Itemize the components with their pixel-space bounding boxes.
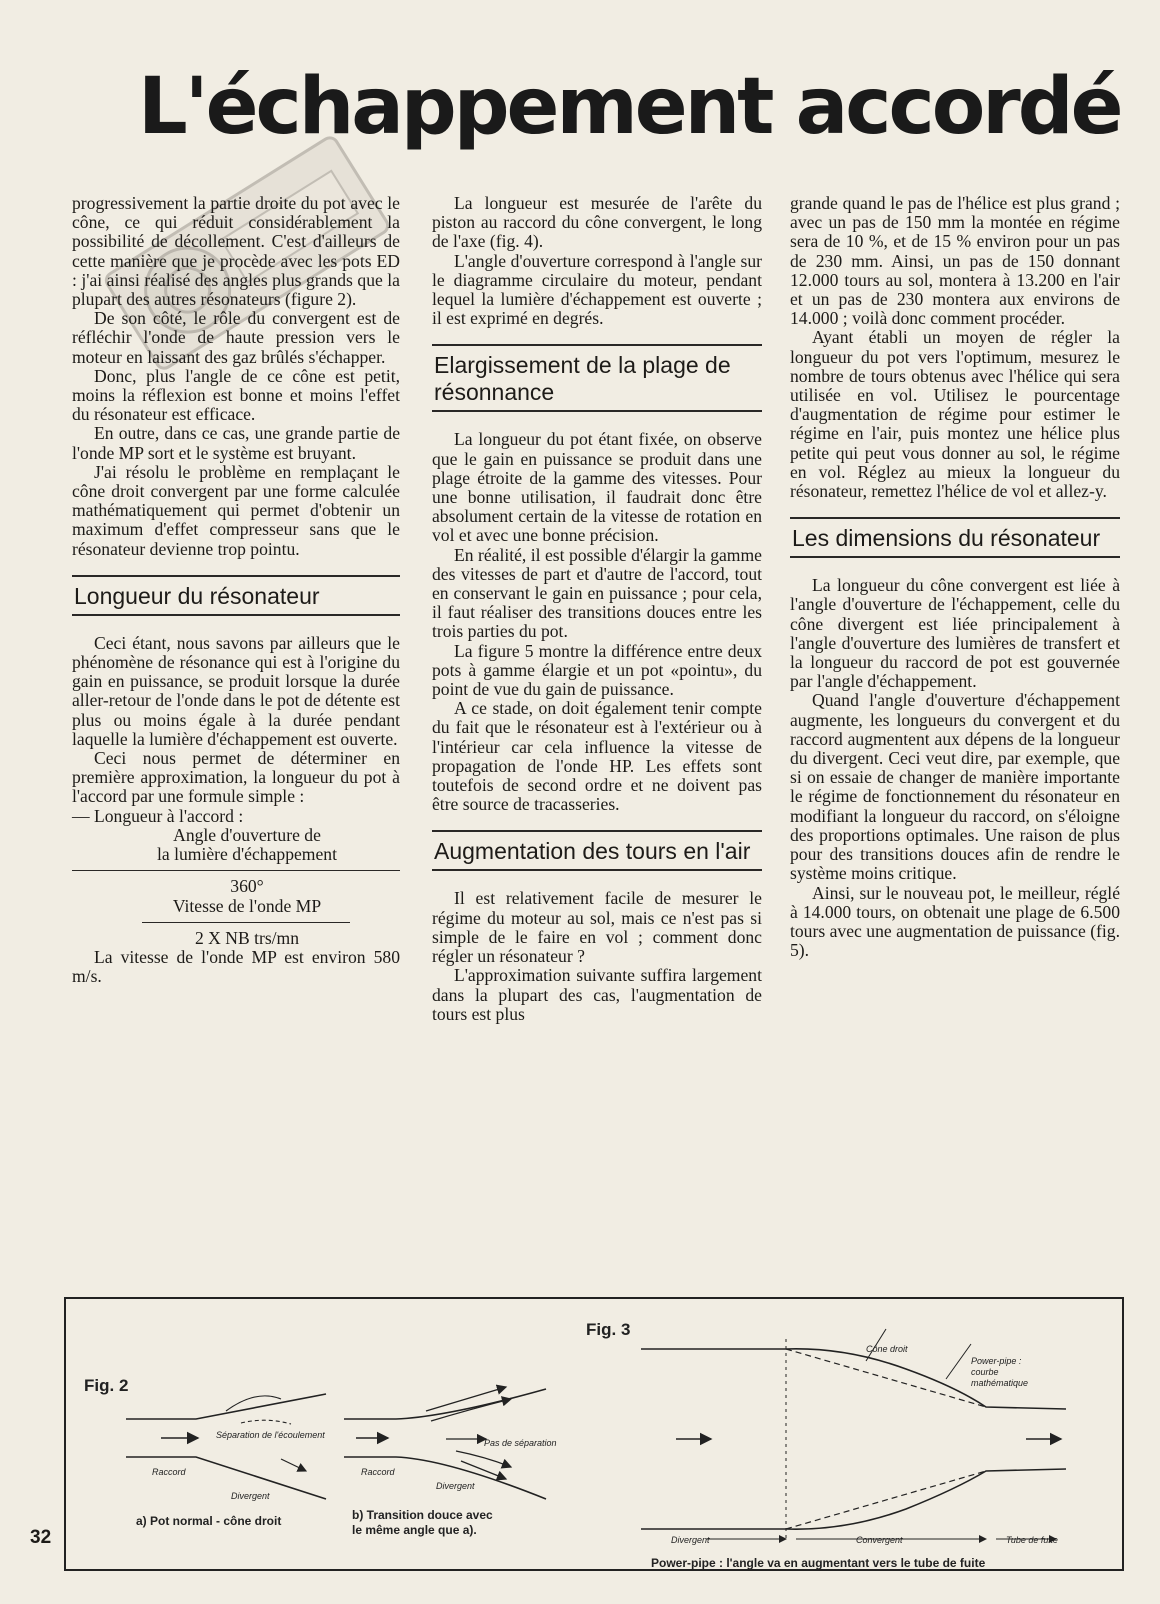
fraction-bar: [142, 922, 350, 923]
label-power-pipe: Power-pipe :: [971, 1356, 1022, 1366]
formula-line: Vitesse de l'onde MP: [172, 895, 322, 916]
paragraph: Quand l'angle d'ouverture d'échappement augmente, les longueurs du convergent et du raccord augmentent aux dépens de la longueur du divergent. Ceci veut dire, par exemple, que si on essaie de changer de manière importante le régime de fonctionnement du résonateur en modifiant la longueur du raccord, on s'éloigne des proportions optimales. Une raison de plus pour des transitions douces afin de rendre le système moins critique.: [790, 690, 1120, 884]
label-power-pipe: courbe: [971, 1367, 999, 1377]
label-power-pipe: mathématique: [971, 1378, 1029, 1388]
paragraph: Ayant établi un moyen de régler la longueur du pot vers l'optimum, mesurez le nombre de tours obtenus avec l'hélice qui sera utilisée en vol. Utilisez le pourcentage d'augmentation de régime pour estimer le régime en l'air, puis montez une hélice plus petite qui peut vous donner au sol, le régime en vol. Réglez au mieux la longueur du résonateur, remettez l'hélice de vol et allez-y.: [790, 327, 1120, 502]
paragraph: La vitesse de l'onde MP est environ 580 m/s.: [72, 946, 400, 987]
column-2: [432, 194, 762, 1024]
fig2-a-drawing: [126, 1394, 326, 1499]
label-divergent: Divergent: [231, 1491, 270, 1501]
fig3-label: Fig. 3: [586, 1320, 631, 1339]
paragraph: grande quand le pas de l'hélice est plus grand ; avec un pas de 150 mm la montée en régime sera de 10 %, et de 15 % environ pour un pas de 230 mm. Ainsi, un pas de 150 donnant 12.000 tours au sol, montera à 13.200 en l'air et un pas de 230 montera aux environs de 14.000 ; voilà donc comment procéder.: [790, 193, 1120, 329]
column-1: [72, 194, 400, 986]
label-cone-droit: Cône droit: [866, 1344, 908, 1354]
paragraph: La figure 5 montre la différence entre deux pots à gamme élargie et un pot «pointu», du point de vue du gain de puissance.: [432, 640, 762, 700]
label-pas-separation: Pas de séparation: [484, 1438, 557, 1448]
label-tube-fuite: Tube de fuite: [1006, 1535, 1058, 1545]
fig2-label: Fig. 2: [84, 1376, 129, 1395]
formula-line: la lumière d'échappement: [156, 844, 337, 865]
paragraph: De son côté, le rôle du convergent est de réfléchir l'onde de haute pression vers le moteur en laissant des gaz brûlés s'échapper.: [72, 308, 400, 367]
paragraph: Il est relativement facile de mesurer le régime du moteur au sol, mais ce n'est pas si simple de le faire en vol ; comment donc régler un résonateur ?: [432, 888, 762, 967]
section-heading: Elargissement de la plage de résonnance: [432, 344, 762, 412]
column-3: [790, 194, 1120, 960]
paragraph: En outre, dans ce cas, une grande partie de l'onde MP sort et le système est bruyant.: [72, 423, 400, 463]
page-number: 32: [30, 1527, 52, 1548]
label-divergent: Divergent: [436, 1481, 475, 1491]
formula-line: 360°: [230, 876, 264, 897]
paragraph: La longueur est mesurée de l'arête du piston au raccord du cône convergent, le long de l'axe (fig. 4).: [432, 193, 762, 252]
formula: [72, 826, 400, 948]
paragraph: La longueur du pot étant fixée, on observe que le gain en puissance se produit dans une plage étroite de la gamme des vitesses. Pour une bonne utilisation, il faudrait donc être absolument certain de la vitesse de rotation en vol et avec une bonne précision.: [432, 429, 762, 546]
paragraph: Ceci étant, nous savons par ailleurs que le phénomène de résonance qui est à l'origine du gain en puissance, se produit lorsque la durée aller-retour de l'onde dans le pot de détente est plus ou moins égale à la durée pendant laquelle la lumière d'échappement est ouverte.: [72, 632, 400, 749]
figures-box: [64, 1297, 1124, 1571]
article-title: L'échappement accordé: [138, 62, 1121, 152]
caption-fig2-b: le même angle que a).: [352, 1523, 477, 1537]
paragraph: En réalité, il est possible d'élargir la gamme des vitesses de part et d'autre de l'accord, tout en conservant le gain en puissance ; pour cela, il faut réaliser des transitions douces entre les trois parties du pot.: [432, 544, 762, 642]
paragraph: — Longueur à l'accord :: [72, 805, 244, 826]
section-heading: Longueur du résonateur: [72, 575, 400, 616]
paragraph: L'approximation suivante suffira largement dans la plupart des cas, l'augmentation de tours est plus: [432, 965, 762, 1024]
formula-line: 2 X NB trs/mn: [194, 927, 300, 948]
label-separation-ecoulement: Séparation de l'écoulement: [216, 1430, 325, 1440]
paragraph: J'ai résolu le problème en remplaçant le cône droit convergent par une forme calculée mathématiquement qui permet d'obtenir un maximum d'effet compresseur sans que le résonateur devienne trop pointu.: [72, 461, 400, 559]
formula-line: Angle d'ouverture de: [173, 824, 321, 845]
paragraph: Ainsi, sur le nouveau pot, le meilleur, réglé à 14.000 tours, on obtenait une plage de 6.500 tours avec une augmentation de puissance (fig. 5).: [790, 882, 1120, 961]
label-convergent: Convergent: [856, 1535, 903, 1545]
label-raccord: Raccord: [152, 1467, 186, 1477]
fraction-bar: [72, 870, 400, 871]
paragraph: L'angle d'ouverture correspond à l'angle sur le diagramme circulaire du moteur, pendant lequel la lumière d'échappement est ouverte ; il est exprimé en degrés.: [432, 250, 762, 329]
label-divergent: Divergent: [671, 1535, 710, 1545]
caption-fig3: Power-pipe : l'angle va en augmentant vers le tube de fuite: [651, 1556, 986, 1569]
label-raccord: Raccord: [361, 1467, 395, 1477]
paragraph: Ceci nous permet de déterminer en première approximation, la longueur du pot à l'accord par une formule simple :: [72, 748, 400, 807]
paragraph: progressivement la partie droite du pot avec le cône, ce qui réduit considérablement la possibilité de décollement. C'est d'ailleurs de cette manière que je procède avec les pots ED : j'ai ainsi réalisé des angles plus grands que la plupart des autres résonateurs (figure 2).: [72, 193, 400, 310]
section-heading: Augmentation des tours en l'air: [432, 830, 762, 871]
paragraph: A ce stade, on doit également tenir compte du fait que le résonateur est à l'extérieur ou à l'intérieur car cela influence la vitesse de propagation de l'onde HP. Les effets sont toutefois de second ordre et ne doivent pas être source de tracasseries.: [432, 698, 762, 815]
paragraph: Donc, plus l'angle de ce cône est petit, moins la réflexion est bonne et moins l'effet du résonateur est efficace.: [72, 365, 400, 425]
caption-fig2-b: b) Transition douce avec: [352, 1508, 493, 1522]
section-heading: Les dimensions du résonateur: [790, 517, 1120, 558]
paragraph: La longueur du cône convergent est liée à l'angle d'ouverture de l'échappement, celle du cône divergent est liée principalement à l'angle d'ouverture des lumières de transfert et la longueur du raccord de pot est gouvernée par l'angle d'échappement.: [790, 575, 1120, 692]
figures-diagram: [66, 1299, 1122, 1569]
caption-fig2-a: a) Pot normal - cône droit: [136, 1514, 282, 1528]
